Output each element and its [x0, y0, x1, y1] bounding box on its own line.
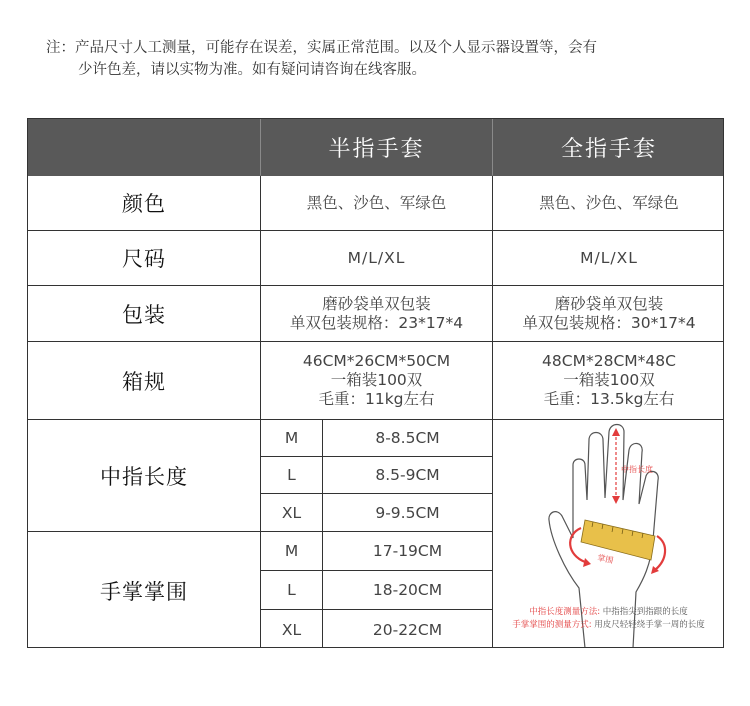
palm-arrow-right [655, 536, 665, 570]
carton-half [261, 342, 493, 420]
note-line-1: 注：产品尺寸人工测量，可能存在误差，实属正常范围。以及个人显示器设置等，会有 [46, 40, 597, 56]
package-half-line-1: 磨砂袋单双包装 [322, 294, 431, 313]
mf-value-l: 8.5-9CM [323, 457, 493, 494]
caption-finger-value: 中指指尖到指跟的长度 [602, 607, 688, 617]
carton-full-line-2: 一箱装100双 [563, 371, 655, 389]
mf-value-xl: 9-9.5CM [323, 494, 493, 532]
header-corner [28, 119, 261, 176]
palm-value-m: 17-19CM [323, 532, 493, 571]
package-full-line-1: 磨砂袋单双包装 [554, 294, 664, 313]
header-full-finger: 全指手套 [493, 119, 724, 176]
package-half [261, 286, 493, 342]
package-full-line-2: 单双包装规格：30*17*4 [522, 313, 696, 332]
carton-full-line-1: 48CM*28CM*48C [542, 352, 676, 370]
size-full: M/L/XL [493, 231, 724, 286]
note-line-2: 少许色差，请以实物为准。如有疑问请咨询在线客服。 [78, 62, 426, 78]
row-label-size: 尺码 [28, 231, 261, 286]
size-half: M/L/XL [261, 231, 493, 286]
mf-size-m: M [261, 420, 323, 457]
row-label-middle-finger: 中指长度 [28, 420, 261, 532]
disclaimer-note [46, 37, 726, 81]
mf-size-xl: XL [261, 494, 323, 532]
carton-full [493, 342, 724, 420]
carton-half-line-2: 一箱装100双 [330, 371, 423, 389]
color-full: 黑色、沙色、军绿色 [493, 176, 724, 231]
palm-label: 掌围 [596, 553, 615, 566]
carton-full-line-3: 毛重：13.5kg左右 [543, 390, 675, 408]
palm-value-l: 18-20CM [323, 571, 493, 610]
row-label-package: 包装 [28, 286, 261, 342]
finger-label: 中指长度 [621, 465, 653, 474]
palm-value-xl: 20-22CM [323, 610, 493, 648]
palm-size-m: M [261, 532, 323, 571]
row-label-carton: 箱规 [28, 342, 261, 420]
caption-palm-key: 手掌掌围的测量方式: [512, 620, 592, 630]
package-half-line-2: 单双包装规格：23*17*4 [289, 313, 464, 332]
header-half-finger: 半指手套 [261, 119, 493, 176]
carton-half-line-3: 毛重：11kg左右 [318, 390, 435, 408]
carton-half-line-1: 46CM*26CM*50CM [302, 352, 451, 370]
row-label-palm: 手掌掌围 [28, 532, 261, 648]
palm-size-xl: XL [261, 610, 323, 648]
caption-finger-key: 中指长度测量方法: [529, 607, 601, 617]
caption-palm [493, 620, 724, 631]
caption-finger [493, 607, 724, 618]
spec-table [27, 118, 724, 648]
caption-palm-value: 用皮尺轻轻绕手掌一周的长度 [594, 620, 705, 630]
color-half: 黑色、沙色、军绿色 [261, 176, 493, 231]
row-label-color: 颜色 [28, 176, 261, 231]
palm-size-l: L [261, 571, 323, 610]
package-full [493, 286, 724, 342]
mf-value-m: 8-8.5CM [323, 420, 493, 457]
hand-measurement-illustration [493, 420, 724, 648]
mf-size-l: L [261, 457, 323, 494]
